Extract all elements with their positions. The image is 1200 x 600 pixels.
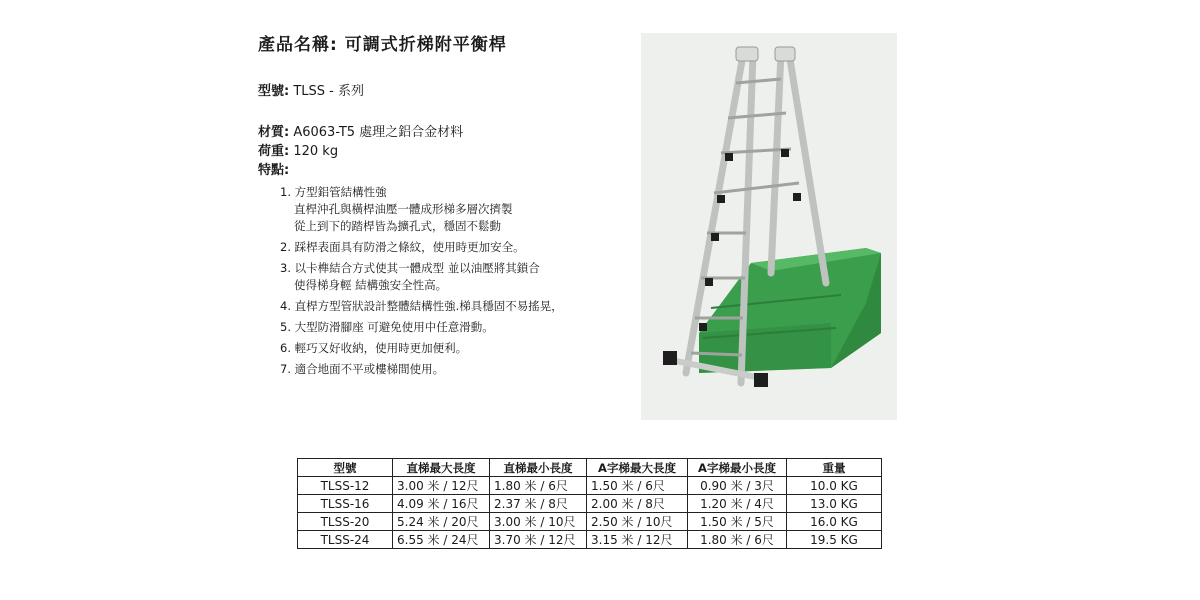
model-spec	[258, 80, 364, 99]
cell: 3.70 米 / 12尺	[490, 531, 587, 549]
table-row	[298, 531, 882, 549]
features-label: 特點:	[258, 163, 290, 178]
feature-item	[280, 184, 640, 235]
feature-line: 直桿沖孔與橫桿油壓一體成形梯多層次擠製	[294, 202, 513, 216]
feature-line: 6. 輕巧又好收納，使用時更加便利。	[280, 341, 468, 355]
cell-model: TLSS-12	[298, 477, 393, 495]
load-label: 荷重:	[258, 144, 290, 159]
feature-list	[280, 184, 640, 382]
model-label: 型號:	[258, 84, 290, 99]
feature-item	[280, 319, 640, 336]
material-label: 材質:	[258, 125, 290, 140]
feature-item	[280, 361, 640, 378]
product-title: 產品名稱: 可調式折梯附平衡桿	[258, 35, 507, 55]
load-spec	[258, 140, 338, 159]
header-a-max: A字梯最大長度	[587, 459, 688, 477]
feature-line: 7. 適合地面不平或樓梯間使用。	[280, 362, 445, 376]
cell: 1.80 米 / 6尺	[688, 531, 787, 549]
feature-line: 5. 大型防滑腳座 可避免使用中任意滑動。	[280, 320, 494, 334]
model-value: TLSS - 系列	[293, 84, 364, 99]
cell-weight: 10.0 KG	[787, 477, 882, 495]
cell: 1.50 米 / 6尺	[587, 477, 688, 495]
cell: 2.37 米 / 8尺	[490, 495, 587, 513]
feature-line: 4. 直桿方型管狀設計整體結構性強.梯具穩固不易搖晃，	[280, 299, 563, 313]
table-row	[298, 495, 882, 513]
material-spec	[258, 121, 463, 140]
cell: 5.24 米 / 20尺	[393, 513, 490, 531]
cell-model: TLSS-16	[298, 495, 393, 513]
cell: 2.00 米 / 8尺	[587, 495, 688, 513]
ladder-illustration	[641, 33, 897, 420]
feature-item	[280, 340, 640, 357]
feature-item	[280, 260, 640, 294]
product-photo	[641, 33, 897, 420]
cell: 3.15 米 / 12尺	[587, 531, 688, 549]
cell-weight: 19.5 KG	[787, 531, 882, 549]
header-straight-min: 直梯最小長度	[490, 459, 587, 477]
cell: 4.09 米 / 16尺	[393, 495, 490, 513]
feature-line: 3. 以卡榫結合方式使其一體成型 並以油壓將其鎖合	[280, 261, 540, 275]
feature-item	[280, 298, 640, 315]
header-weight: 重量	[787, 459, 882, 477]
header-model: 型號	[298, 459, 393, 477]
header-straight-max: 直梯最大長度	[393, 459, 490, 477]
load-value: 120 kg	[293, 144, 339, 159]
features-heading	[258, 159, 289, 178]
cell-model: TLSS-24	[298, 531, 393, 549]
table-header-row	[298, 459, 882, 477]
feature-item	[280, 239, 640, 256]
feature-line: 使得梯身輕 結構強安全性高。	[294, 278, 448, 292]
material-value: A6063-T5 處理之鋁合金材料	[293, 125, 464, 140]
cell: 1.80 米 / 6尺	[490, 477, 587, 495]
table-row	[298, 477, 882, 495]
header-a-min: A字梯最小長度	[688, 459, 787, 477]
cell: 0.90 米 / 3尺	[688, 477, 787, 495]
cell: 2.50 米 / 10尺	[587, 513, 688, 531]
feature-line: 1. 方型鋁管結構性強	[280, 185, 387, 199]
cell: 6.55 米 / 24尺	[393, 531, 490, 549]
cell: 1.20 米 / 4尺	[688, 495, 787, 513]
cell-weight: 16.0 KG	[787, 513, 882, 531]
cell-weight: 13.0 KG	[787, 495, 882, 513]
feature-line: 2. 踩桿表面具有防滑之條紋，使用時更加安全。	[280, 240, 525, 254]
cell: 3.00 米 / 12尺	[393, 477, 490, 495]
cell: 3.00 米 / 10尺	[490, 513, 587, 531]
table-row	[298, 513, 882, 531]
cell-model: TLSS-20	[298, 513, 393, 531]
cell: 1.50 米 / 5尺	[688, 513, 787, 531]
spec-table	[297, 458, 882, 549]
feature-line: 從上到下的踏桿皆為擴孔式，穩固不鬆動	[294, 219, 501, 233]
